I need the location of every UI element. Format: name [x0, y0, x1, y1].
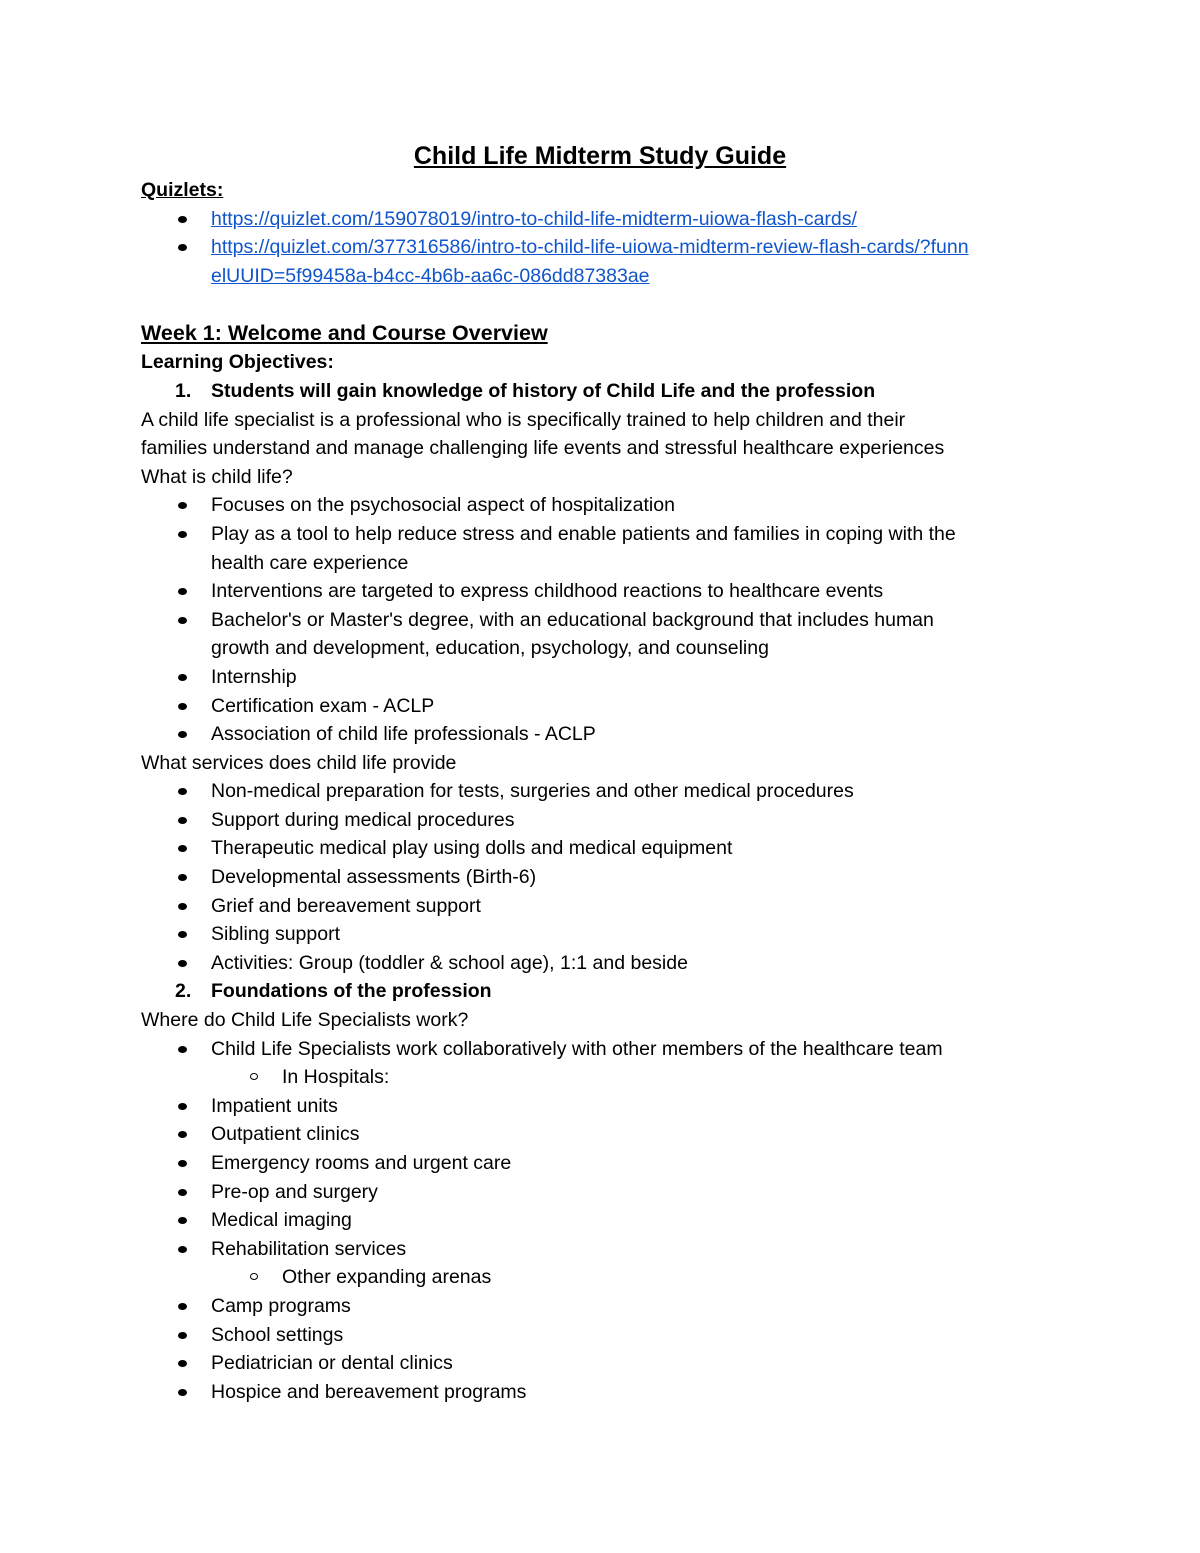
list-item-text: Non-medical preparation for tests, surgeries and other medical procedures [211, 780, 854, 803]
bullet-icon [178, 588, 187, 595]
list-item [141, 863, 1061, 892]
list-item [141, 920, 1061, 949]
objective-number: 1. [175, 379, 192, 402]
list-item-text: Developmental assessments (Birth-6) [211, 866, 537, 889]
list-item [141, 834, 1061, 863]
bullet-icon [178, 1103, 187, 1110]
list-item-text: Grief and bereavement support [211, 894, 481, 917]
list-item [141, 606, 1061, 663]
quizlet-link-1[interactable]: https://quizlet.com/159078019/intro-to-child-life-midterm-uiowa-flash-cards/ [211, 207, 857, 230]
bullet-icon [178, 903, 187, 910]
document-content [141, 138, 1061, 1406]
list-item [141, 720, 1061, 749]
bullet-icon [178, 1046, 187, 1053]
list-item-text: Interventions are targeted to express childhood reactions to healthcare events [211, 580, 884, 603]
week1-heading: Week 1: Welcome and Course Overview [141, 321, 548, 346]
list-item-text: Outpatient clinics [211, 1123, 360, 1146]
list-item [141, 949, 1061, 978]
bullet-icon [178, 703, 187, 710]
list-item [141, 892, 1061, 921]
hollow-bullet-icon [250, 1273, 258, 1280]
list-item [141, 577, 1061, 606]
bullet-icon [178, 931, 187, 938]
list-item-text: health care experience [211, 551, 409, 574]
bullet-icon [178, 1332, 187, 1339]
list-item [141, 663, 1061, 692]
objective-text: Students will gain knowledge of history of Child Life and the profession [211, 379, 876, 402]
list-item-text: Certification exam - ACLP [211, 694, 435, 717]
bullet-icon [178, 617, 187, 624]
bullet-icon [178, 1303, 187, 1310]
objective-text: Foundations of the profession [211, 980, 492, 1003]
list-item [141, 1035, 1061, 1064]
bullet-icon [178, 874, 187, 881]
bullet-icon [178, 502, 187, 509]
bullet-icon [178, 731, 187, 738]
list-item-text: Pediatrician or dental clinics [211, 1352, 453, 1375]
bullet-icon [178, 1131, 187, 1138]
objective-2 [141, 977, 1061, 1006]
bullet-icon [178, 1189, 187, 1196]
sub-list-item [141, 1063, 1061, 1092]
list-item [141, 1292, 1061, 1321]
list-item [141, 205, 1061, 234]
list-item [141, 1206, 1061, 1235]
list-item [141, 491, 1061, 520]
list-item [141, 1378, 1061, 1407]
list-item-text: Emergency rooms and urgent care [211, 1152, 512, 1174]
list-item-text: Hospice and bereavement programs [211, 1380, 527, 1403]
list-item-text: growth and development, education, psychology, and counseling [211, 637, 769, 660]
list-item [141, 233, 1061, 290]
services-question: What services does child life provide [141, 751, 457, 774]
list-item-text: Other expanding arenas [282, 1266, 492, 1289]
list-item-text: Pre-op and surgery [211, 1180, 378, 1203]
list-item-text: Focuses on the psychosocial aspect of hospitalization [211, 494, 675, 517]
where-question: Where do Child Life Specialists work? [141, 1009, 469, 1032]
quizlet-link-2[interactable]: https://quizlet.com/377316586/intro-to-child-life-uiowa-midterm-review-flash-cards/?funn [211, 236, 969, 259]
list-item-text: Camp programs [211, 1294, 351, 1317]
bullet-icon [178, 674, 187, 681]
list-item-text: Impatient units [211, 1094, 338, 1117]
list-item-text: In Hospitals: [282, 1066, 390, 1089]
hollow-bullet-icon [250, 1073, 258, 1080]
list-item [141, 1235, 1061, 1264]
list-item-text: Internship [211, 665, 297, 688]
list-item-text: Therapeutic medical play using dolls and medical equipment [211, 837, 733, 860]
bullet-icon [178, 531, 187, 538]
list-item-text: Bachelor's or Master's degree, with an educational background that includes human [211, 608, 934, 631]
list-item-text: Support during medical procedures [211, 808, 515, 831]
list-item-text: Activities: Group (toddler & school age), 1:1 and beside [211, 951, 688, 974]
list-item [141, 1149, 1061, 1178]
quizlets-heading: Quizlets: [141, 179, 224, 201]
list-item [141, 520, 1061, 577]
quizlet-link-2-continued[interactable]: elUUID=5f99458a-b4cc-4b6b-aa6c-086dd87383ae [211, 264, 650, 287]
list-item [141, 806, 1061, 835]
list-item [141, 1321, 1061, 1350]
list-item-text: School settings [211, 1323, 344, 1346]
list-item [141, 1092, 1061, 1121]
list-item [141, 1178, 1061, 1207]
objective-number: 2. [175, 980, 192, 1003]
list-item-text: Play as a tool to help reduce stress and enable patients and families in coping with the [211, 522, 956, 545]
bullet-icon [178, 216, 187, 223]
page-title: Child Life Midterm Study Guide [413, 142, 787, 170]
bullet-icon [178, 1389, 187, 1396]
bullet-icon [178, 817, 187, 824]
learning-objectives-heading: Learning Objectives: [141, 351, 334, 374]
bullet-icon [178, 1246, 187, 1253]
list-item [141, 777, 1061, 806]
list-item-text: Rehabilitation services [211, 1237, 407, 1260]
list-item [141, 1120, 1061, 1149]
bullet-icon [178, 1360, 187, 1367]
bullet-icon [178, 244, 187, 251]
bullet-icon [178, 960, 187, 967]
what-is-child-life: What is child life? [141, 465, 293, 488]
objective-1 [141, 377, 1061, 406]
bullet-icon [178, 1217, 187, 1224]
list-item [141, 1349, 1061, 1378]
list-item-text: Sibling support [211, 923, 340, 946]
list-item [141, 692, 1061, 721]
list-item-text: Association of child life professionals - ACLP [211, 723, 596, 746]
bullet-icon [178, 845, 187, 852]
list-item-text: Child Life Specialists work collaboratively with other members of the healthcare team [211, 1037, 943, 1060]
sub-list-item [141, 1263, 1061, 1292]
definition-line: A child life specialist is a professional who is specifically trained to help children and their [141, 408, 906, 431]
bullet-icon [178, 788, 187, 795]
bullet-icon [178, 1160, 187, 1167]
list-item-text: Medical imaging [211, 1209, 352, 1232]
definition-line: families understand and manage challenging life events and stressful healthcare experiences [141, 437, 945, 460]
